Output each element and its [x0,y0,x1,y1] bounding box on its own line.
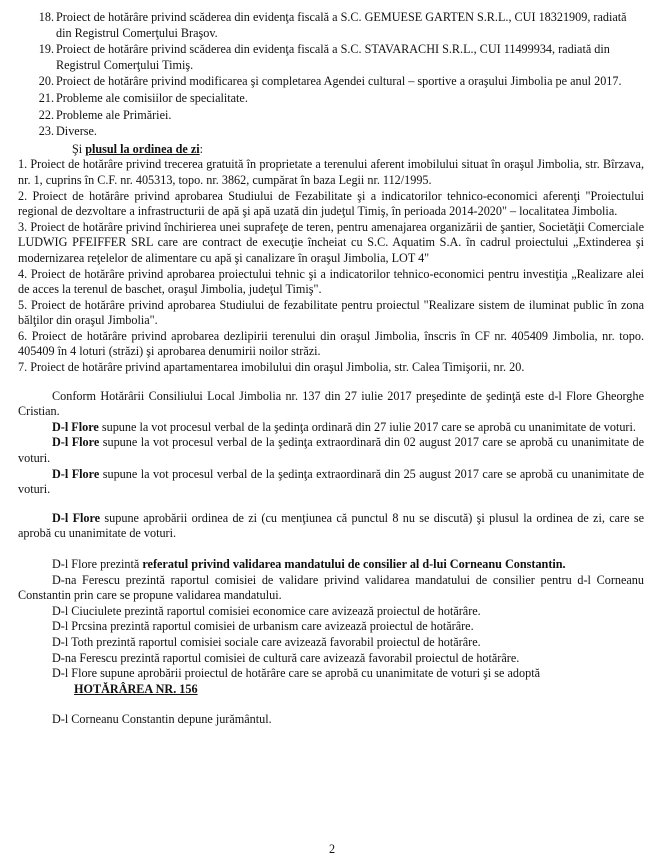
item-number: 20. [38,74,54,89]
referat-paragraph: D-l Flore prezintă referatul privind validarea mandatului de consilier al d-lui Corneanu Constantin. [52,557,566,571]
referat-title: referatul privind validarea mandatului de consilier al d-lui Corneanu Constantin. [142,557,566,571]
report-paragraph: D-l Toth prezintă raportul comisiei sociale care avizează favorabil proiectul de hotărâre. [52,634,481,649]
list-item: 5. Proiect de hotărâre privind aprobarea Studiului de fezabilitate pentru proiectul "Realizare sistem de iluminat public în zona bălţilor din oraşul Jimbolia". [18,297,644,328]
item-text: Probleme ale Primăriei. [56,107,172,122]
item-text: Diverse. [56,124,97,139]
vote-paragraph: D-l Flore supune la vot procesul verbal de la şedinţa extraordinară din 02 august 2017 care se aprobă cu unanimitate de voturi. [18,435,644,466]
vote-paragraph: D-l Flore supune la vot procesul verbal de la şedinţa ordinară din 27 iulie 2017 care se aprobă cu unanimitate de voturi. [52,419,636,434]
plusul-heading: Şi plusul la ordinea de zi: [72,141,204,156]
speaker-name: D-l Flore [52,466,100,481]
list-item: 7. Proiect de hotărâre privind apartamentarea imobilului din oraşul Jimbolia, str. Calea Timişorii, nr. 20. [18,360,525,375]
plusul-title: plusul la ordinea de zi [85,141,200,156]
list-item: 3. Proiect de hotărâre privind închirierea unei suprafeţe de teren, pentru amenajarea organizării de şantier, Societăţii Comerciale LUDWIG PFEIFFER SRL care are contract de execuţie încheiat cu S.C. Aquatim S.A. în cadrul proiectului „Extinderea şi modernizarea reţelelor de alimentare cu apă şi canalizare în oraşul Jimbolia, LOT 4" [18,219,644,265]
item-number: 18. [38,10,54,24]
list-item [18,124,644,140]
list-item [18,91,644,107]
item-number: 21. [38,90,54,105]
list-item: 4. Proiect de hotărâre privind aprobarea proiectului tehnic şi a indicatorilor tehnico-economici pentru investiţia „Realizare alei de acces la terenul de baschet, oraşul Jimbolia, judeţul Timiş". [18,266,644,297]
report-paragraph: D-l Flore supune aprobării proiectul de hotărâre care se aprobă cu unanimitate de voturi şi se adoptă [52,666,540,681]
list-item [18,74,644,90]
speaker-name: D-l Flore [52,435,100,450]
item-number: 19. [38,42,54,57]
speaker-name: D-l Flore [52,510,101,525]
list-item: 2. Proiect de hotărâre privind aprobarea Studiului de Fezabilitate şi a indicatorilor tehnico-economici aferenţi "Proiectului regional de dezvoltare a infrastructurii de apă şi apă uzată din judeţul Timiş, în perioada 2014-2020" – localitatea Jimbolia. [18,188,644,219]
list-item: 6. Proiect de hotărâre privind aprobarea dezlipirii terenului din oraşul Jimbolia, înscris în CF nr. 405409 Jimbolia, nr. topo. 405409 în 4 loturi (străzi) şi aprobarea denumirii noilor străzi. [18,328,644,359]
list-item [18,10,644,41]
report-paragraph: D-l Prcsina prezintă raportul comisiei de urbanism care avizează proiectul de hotărâre. [52,619,474,634]
speaker-name: D-l Flore [52,419,99,434]
conform-paragraph: Conform Hotărârii Consiliului Local Jimbolia nr. 137 din 27 iulie 2017 preşedinte de şedinţă este d-l Flore Gheorghe Cristian. [18,388,644,419]
vote-paragraph: D-l Flore supune la vot procesul verbal de la şedinţa extraordinară din 25 august 2017 care se aprobă cu unanimitate de voturi. [18,466,644,497]
item-text: Probleme ale comisiilor de specialitate. [56,90,248,105]
list-item [18,108,644,124]
item-text: Proiect de hotărâre privind modificarea şi completarea Agendei cultural – sportive a oraşului Jimbolia pe anul 2017. [56,74,622,89]
item-number: 23. [38,124,54,139]
report-paragraph: D-na Ferescu prezintă raportul comisiei de validare privind validarea mandatului de consilier pentru d-l Corneanu Constantin prin care se propune validarea mandatului. [18,572,644,603]
item-number: 22. [38,107,54,122]
oath-paragraph: D-l Corneanu Constantin depune jurământul. [52,712,272,727]
list-item: 1. Proiect de hotărâre privind trecerea gratuită în proprietate a terenului aferent imobilului situat în oraşul Jimbolia, str. Bîrzava, nr. 1, cuprins în C.F. nr. 405313, topo. nr. 3862, cumpărat în baza Legii nr. 112/1995. [18,157,644,187]
agenda-list [18,10,644,140]
plusul-list [18,157,644,375]
report-paragraph: D-l Ciuciulete prezintă raportul comisiei economice care avizează proiectul de hotărâre. [52,603,481,618]
page-number: 2 [328,842,336,856]
list-item [18,42,644,73]
hotarare-number: HOTĂRÂREA NR. 156 [74,681,198,696]
item-text: Proiect de hotărâre privind scăderea din evidenţa fiscală a S.C. GEMUESE GARTEN S.R.L., CUI 18321909, radiată din Registrul Comerţului Braşov. [56,10,627,40]
item-text: Proiect de hotărâre privind scăderea din evidenţa fiscală a S.C. STAVARACHI S.R.L., CUI 11499934, radiată din Registrul Comerţului Timiş. [56,42,610,72]
agenda-approval-paragraph: D-l Flore supune aprobării ordinea de zi (cu menţiunea că punctul 8 nu se discută) şi plusul la ordinea de zi, care se aprobă cu unanimitate de voturi. [18,510,644,541]
report-paragraph: D-na Ferescu prezintă raportul comisiei de cultură care avizează favorabil proiectul de hotărâre. [52,650,520,665]
